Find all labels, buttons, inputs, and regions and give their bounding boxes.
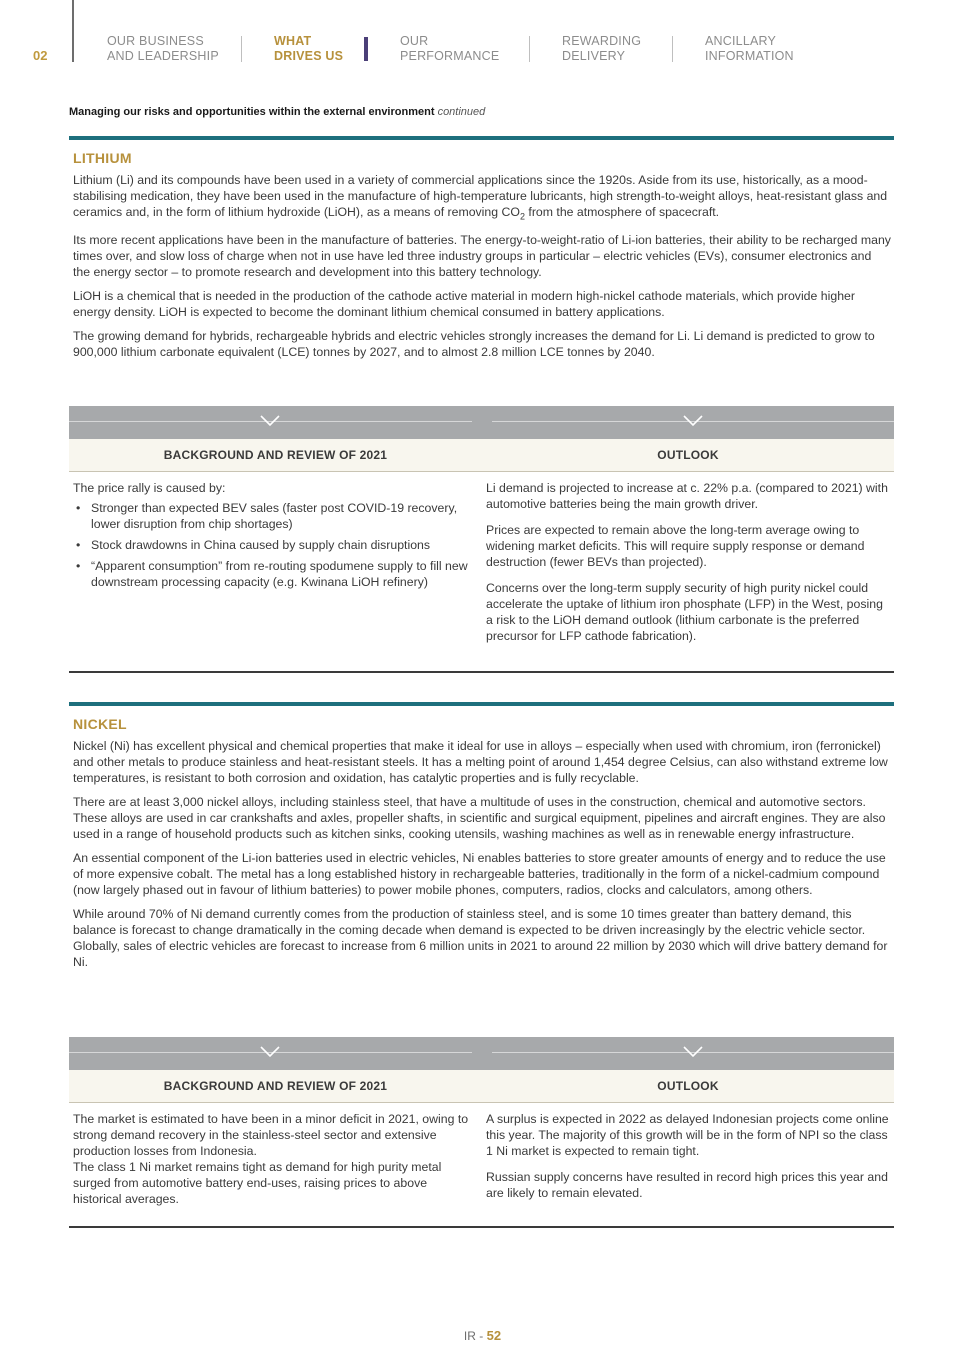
column-headers — [69, 439, 894, 472]
nav-active-indicator — [364, 37, 368, 61]
subtitle-text: Managing our risks and opportunities within the external environment — [69, 106, 435, 118]
chevron-down-icon — [260, 415, 280, 427]
chevron-down-icon — [260, 1046, 280, 1058]
table-header-bar — [69, 406, 894, 439]
nav-item-our-business[interactable] — [107, 34, 219, 64]
paragraph-text: from the atmosphere of spacecraft. — [524, 205, 720, 219]
nav-separator — [241, 36, 242, 62]
nav-item-rewarding-delivery[interactable] — [562, 34, 641, 64]
outlook-header: OUTLOOK — [657, 1079, 719, 1093]
column-headers — [69, 1070, 894, 1103]
lithium-paragraph-3: LiOH is a chemical that is needed in the production of the cathode active material in modern high-nickel cathode materials, which provide higher energy density. LiOH is expected to become the dominant lithium chemical consumed in battery applications. — [73, 289, 855, 320]
background-column — [73, 1111, 473, 1217]
nav-item-what-drives-us[interactable] — [274, 34, 343, 64]
nav-label-line2: INFORMATION — [705, 49, 794, 63]
nav-label-line1: WHAT — [274, 34, 312, 48]
outlook-paragraph: Russian supply concerns have resulted in record high prices this year and are likely to remain elevated. — [486, 1170, 888, 1200]
list-item: • Stock drawdowns in China caused by supply chain disruptions — [73, 537, 473, 553]
page-number: 52 — [486, 1328, 502, 1343]
nickel-paragraph-1: Nickel (Ni) has excellent physical and chemical properties that make it ideal for use in alloys – especially when used with chromium, iron (ferronickel) and other metals to produce stainless and heat-resistant steels. It has a melting point of around 1,454 degree Celsius, can also withstand extreme low temperatures, is resistant to both corrosion and oxidation, has catalytic properties and is fully recyclable. — [73, 739, 888, 785]
table-bottom-rule — [69, 671, 894, 673]
nickel-review-table — [69, 1037, 894, 1206]
footer-prefix: IR - — [463, 1329, 487, 1343]
chevron-down-icon — [683, 415, 703, 427]
background-paragraph: The market is estimated to have been in a minor deficit in 2021, owing to strong demand recovery in the stainless-steel sector and extensive production losses from Indonesia. — [73, 1112, 469, 1158]
section-top-bar — [69, 702, 894, 706]
lithium-section — [69, 136, 894, 360]
nav-separator — [529, 36, 530, 62]
lithium-paragraph-2: Its more recent applications have been in the manufacture of batteries. The energy-to-weight-ratio of Li-ion batteries, their ability to be recharged many times over, and slow loss of charge when not in use have led three industry groups in particular – electric vehicles (EVs), consumer electronics and the energy sector – to promote research and development into this battery technology. — [73, 233, 891, 280]
background-bullets — [73, 500, 473, 590]
nav-separator — [672, 36, 673, 62]
background-column — [73, 480, 473, 595]
nav-label-line2: DRIVES US — [274, 49, 344, 63]
nav-label-line1: ANCILLARY — [705, 34, 777, 48]
table-header-bar — [69, 1037, 894, 1070]
outlook-paragraph: Li demand is projected to increase at c. 22% p.a. (compared to 2021) with automotive batteries being the main growth driver. — [486, 481, 888, 511]
nickel-paragraph-3: An essential component of the Li-ion batteries used in electric vehicles, Ni enables batteries to store greater amounts of energy and to reduce the use of more expensive cobalt. The metal has a long established history in rechargeable batteries, traditionally in the form of a nickel-cadmium compound (now largely phased out in favour of lithium batteries) to power mobile phones, computers, radios, clocks and calculators, among others. — [73, 851, 886, 897]
nickel-paragraph-4: While around 70% of Ni demand currently comes from the production of stainless steel, and is some 10 times greater than battery demand, this balance is forecast to change dramatically in the coming decade when demand is expected to be driven increasingly by the electric vehicle sector. Globally, sales of electric vehicles are forecast to increase from 6 million units in 2021 to around 22 million by 2030 which will drive battery demand for Ni. — [73, 907, 888, 969]
subscript: 2 — [519, 211, 525, 222]
nav-label-line2: PERFORMANCE — [400, 49, 500, 63]
nickel-section — [69, 702, 894, 970]
outlook-header: OUTLOOK — [657, 448, 719, 462]
nav-label-line2: DELIVERY — [562, 49, 626, 63]
chevron-down-icon — [683, 1046, 703, 1058]
paragraph-text: Lithium (Li) and its compounds have been used in a variety of commercial applications since the 1920s. Aside from its use, historically, as a mood-stabilising medication, they have been used in the manufacture of high-temperature lubricants, high strength-to-weight alloys, heat-resistant glass and ceramics and, in the form of lithium hydroxide (LiOH), as a means of removing CO — [73, 173, 888, 219]
background-intro: The price rally is caused by: — [73, 481, 226, 495]
top-navigation — [0, 0, 965, 80]
background-paragraph: The class 1 Ni market remains tight as demand for high purity metal surged from automotive battery end-uses, raising prices to above historical averages. — [73, 1160, 442, 1206]
nav-divider-line — [72, 0, 74, 62]
outlook-paragraph: A surplus is expected in 2022 as delayed Indonesian projects come online this year. The majority of this growth will be in the form of NPI so the class 1 Ni market is expected to remain tight. — [486, 1112, 889, 1158]
outlook-paragraph: Prices are expected to remain above the long-term average owing to widening market deficits. This will require supply response or demand destruction (fewer BEVs than projected). — [486, 523, 865, 569]
background-header: BACKGROUND AND REVIEW OF 2021 — [163, 448, 388, 462]
nav-item-ancillary-information[interactable] — [705, 34, 794, 64]
outlook-column — [486, 1111, 890, 1211]
section-top-bar — [69, 136, 894, 140]
nav-label-line2: AND LEADERSHIP — [107, 49, 219, 63]
outlook-paragraph: Concerns over the long-term supply security of high purity nickel could accelerate the uptake of lithium iron phosphate (LFP) in the West, posing a risk to the LiOH demand outlook (lithium carbonate is the preferred precursor for LFP cathode fabrication). — [486, 581, 883, 643]
page-subtitle — [69, 106, 485, 118]
nav-item-our-performance[interactable] — [400, 34, 499, 64]
background-header: BACKGROUND AND REVIEW OF 2021 — [163, 1079, 388, 1093]
section-number: 02 — [33, 48, 48, 63]
list-item: • “Apparent consumption” from re-routing spodumene supply to fill new downstream processing capacity (e.g. Kwinana LiOH refinery) — [73, 558, 473, 590]
nav-label-line1: OUR BUSINESS — [107, 34, 204, 48]
lithium-paragraph-1 — [73, 172, 891, 224]
section-title: NICKEL — [73, 716, 127, 732]
table-bottom-rule — [69, 1226, 894, 1228]
page-footer — [0, 1328, 965, 1343]
list-item: • Stronger than expected BEV sales (faster post COVID-19 recovery, lower disruption from chip shortages) — [73, 500, 473, 532]
nickel-paragraph-2: There are at least 3,000 nickel alloys, including stainless steel, that have a multitude of uses in the construction, chemical and automotive sectors. These alloys are used in car crankshafts and axles, propeller shafts, in scientific and surgical equipment, pipelines and aircraft engines. They are also used in a range of household products such as kitchen sinks, cooking utensils, washing machines as well as in renewable energy infrastructure. — [73, 795, 886, 841]
section-title: LITHIUM — [73, 150, 132, 166]
subtitle-continued: continued — [437, 106, 486, 118]
lithium-review-table — [69, 406, 894, 643]
outlook-column — [486, 480, 890, 654]
lithium-paragraph-4: The growing demand for hybrids, rechargeable hybrids and electric vehicles strongly increases the demand for Li. Li demand is predicted to grow to 900,000 lithium carbonate equivalent (LCE) tonnes by 2027, and to almost 2.8 million LCE tonnes by 2040. — [73, 329, 875, 360]
nav-label-line1: REWARDING — [562, 34, 642, 48]
nav-label-line1: OUR — [400, 34, 429, 48]
